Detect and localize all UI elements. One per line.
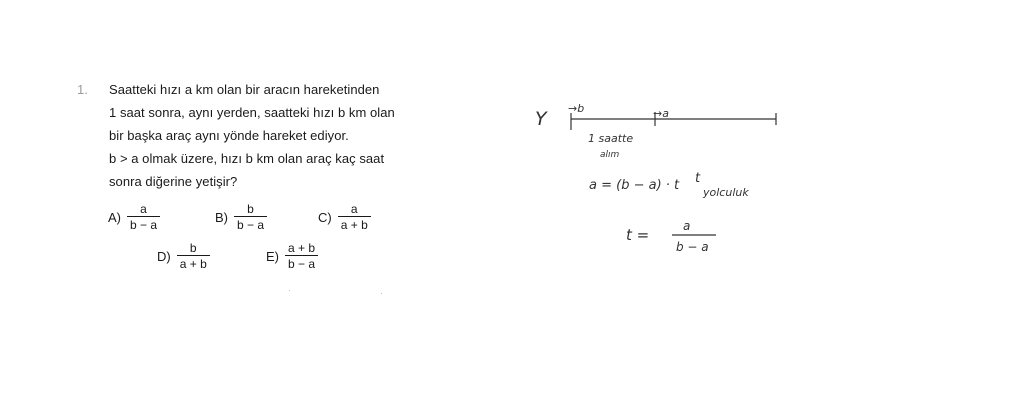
option-a-label: A) [108, 209, 121, 225]
question-line-1: Saatteki hızı a km olan bir aracın hareketinden [109, 82, 380, 97]
hw-result-denominator: b − a [676, 240, 709, 254]
option-d-numerator: b [189, 241, 197, 255]
option-a-denominator: b − a [127, 216, 160, 232]
hw-arrow-b: →b [568, 102, 585, 115]
question-number: 1. [77, 82, 88, 97]
question-line-2: 1 saat sonra, aynı yerden, saatteki hızı b km olan [109, 105, 395, 120]
hw-note-line2: alım [600, 150, 620, 160]
option-d-label: D) [157, 248, 171, 264]
hw-t-symbol: t [695, 171, 701, 186]
hw-result-lhs: t = [626, 226, 650, 244]
hw-arrow-a: →a [653, 107, 669, 120]
hw-equation: a = (b − a) · t [589, 178, 680, 193]
option-e-denominator: b − a [285, 255, 318, 271]
option-c-numerator: a [350, 202, 358, 216]
option-c-label: C) [318, 209, 332, 225]
question-line-5: sonra diğerine yetişir? [109, 174, 238, 189]
hw-note-right: yolculuk [703, 186, 749, 199]
option-b-denominator: b − a [234, 216, 267, 232]
hw-note-line1: 1 saatte [588, 132, 634, 145]
option-c-denominator: a + b [338, 216, 371, 232]
hw-y-label: Y [535, 108, 547, 130]
hw-result-numerator: a [683, 219, 691, 233]
option-e-numerator: a + b [288, 241, 316, 255]
question-line-3: bir başka araç aynı yönde hareket ediyor. [109, 128, 349, 143]
question-line-4: b > a olmak üzere, hızı b km olan araç kaç saat [109, 151, 385, 166]
option-b-numerator: b [247, 202, 254, 216]
option-b-label: B) [215, 209, 228, 225]
option-a-numerator: a [140, 202, 147, 216]
option-e-label: E) [266, 248, 279, 264]
option-d-denominator: a + b [177, 255, 210, 271]
